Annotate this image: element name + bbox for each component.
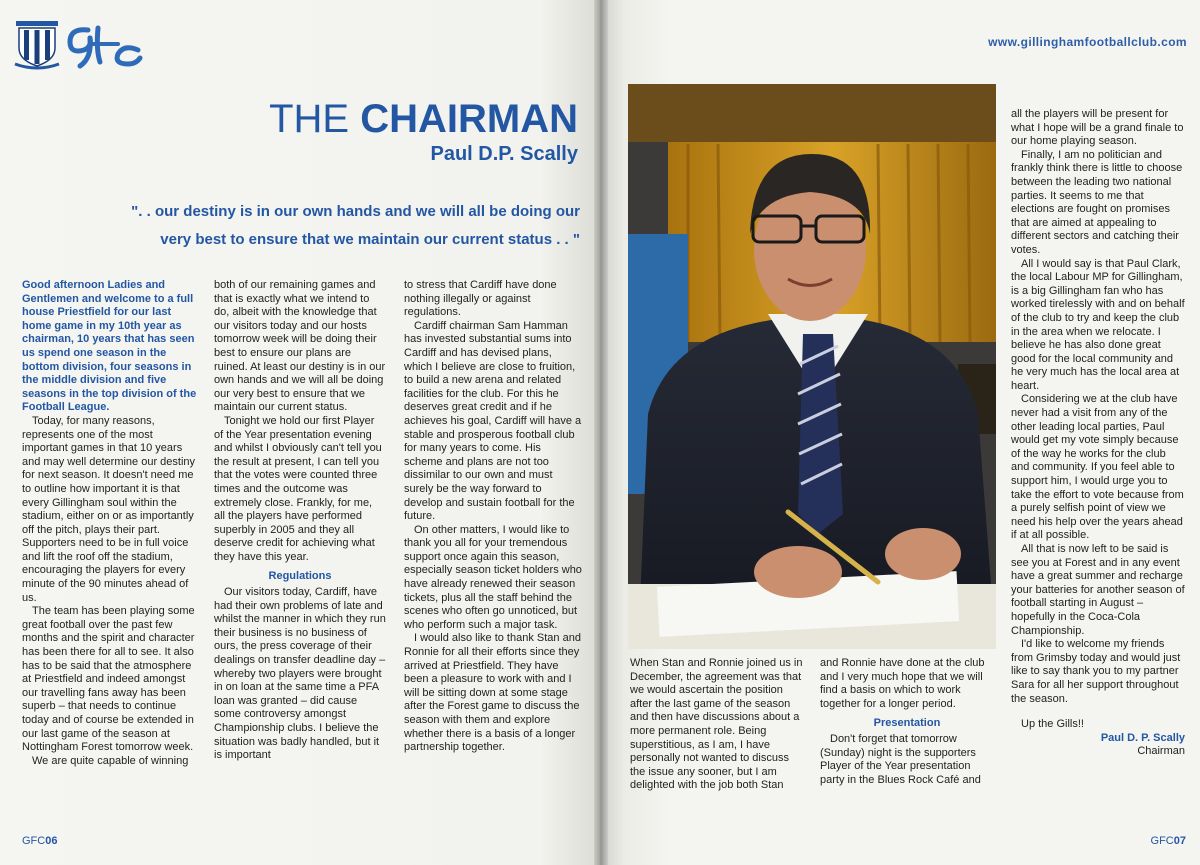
folio-number: 07 — [1173, 835, 1186, 847]
body-paragraph: We are quite capable of winning — [32, 754, 189, 767]
folio-number: 06 — [45, 835, 58, 847]
body-paragraph: When Stan and Ronnie joined us in December, the agreement was that we would ascertain the position after the last game of the season and then have discussions about a more permanent role. Being superstitious, as I am, I have personally not wanted to discuss the issue any sooner, but I am delighted with the job both Stan — [630, 657, 803, 792]
body-paragraph: All that is now left to be said is see you at Forest and in any event have a great summer and recharge your batteries for another season of football starting in August – hopefully in the Coca-Cola Championship. — [1011, 543, 1185, 637]
text-column-2 — [214, 279, 386, 763]
body-paragraph: On other matters, I would like to thank you all for your tremendous support once again this season, especially season ticket holders who have already renewed their season tickets, plus all the staff behind the scenes who often go unnoticed, but who perform such a major task. — [404, 523, 582, 631]
intro-paragraph: Good afternoon Ladies and Gentlemen and welcome to a full house Priestfield for our last home game in my 10th year as chairman, 10 years that has seen us spend one season in the bottom division, four seasons in the middle division and five seasons in the top division of the Football League. — [22, 279, 197, 414]
website-url[interactable]: www.gillinghamfootballclub.com — [988, 35, 1187, 49]
text-column-5 — [820, 657, 994, 787]
section-heading: Regulations — [268, 570, 332, 583]
page-gutter — [594, 0, 608, 865]
body-paragraph: The team has been playing some great football over the past few months and the spirit and character has been there for all to see. It also has to be said that the atmosphere at Priestfield and indeed amongst our travelling fans away has been superb – that needs to continue today and of course be extended in our last game of the season at Nottingham Forest tomorrow week. — [22, 605, 195, 754]
body-paragraph: All I would say is that Paul Clark, the local Labour MP for Gillingham, is a big Gillingham fan who has worked tirelessly with and on behalf of the club to try and keep the club in the area when we relocate. I believe he has also done great good for the local community and he very much has the local area at heart. — [1011, 257, 1185, 392]
title-main: CHAIRMAN — [360, 97, 578, 141]
text-column-1 — [22, 279, 198, 768]
club-crest-icon — [14, 20, 60, 70]
page-number-left — [22, 835, 57, 847]
body-paragraph: and Ronnie have done at the club and I very much hope that we will find a basis on which to work together for a longer period. — [820, 657, 985, 710]
body-paragraph: all the players will be present for what I hope will be a grand finale to our home playing season. — [1011, 108, 1184, 148]
body-paragraph: Today, for many reasons, represents one of the most important games in that 10 years and may well determine our destiny for next season. It doesn't need me to outline how important it is that every Gillingham soul within the stadium, either on or as importantly off the pitch, plays their part. Supporters need to be in full voice and lift the roof off the stadium, encouraging the players for every minute of the 90 minutes ahead of us. — [22, 414, 196, 604]
page-number-right — [1151, 835, 1186, 847]
signature-name: Paul D. P. Scally — [1100, 731, 1185, 744]
body-paragraph: both of our remaining games and that is exactly what we intend to do, albeit with the knowledge that our visitors today and our hosts tomorrow week will be doing their best to ensure our plans are ruined. At least our destiny is in our own hands and we will all be doing our very best to ensure that we maintain our current status. — [214, 279, 386, 414]
section-heading: Presentation — [873, 717, 941, 730]
body-paragraph: Finally, I am no politician and frankly think there is little to choose between the leading two national parties. It seems to me that elections are fought on promises that are aimed at appealing to different sectors and catching their votes. — [1011, 148, 1183, 256]
folio-prefix: GFC — [22, 835, 46, 847]
body-paragraph: Tonight we hold our first Player of the Year presentation evening and whilst I obviously can't tell you the result at present, I can tell you that the votes were counted three times and the outcome was extremely close. Frankly, for me, all the players have performed superbly in 2005 and they all deserve credit for achieving what they have this year. — [214, 414, 382, 563]
text-column-6 — [1011, 108, 1185, 759]
pull-quote-line-1: ". . our destiny is in our own hands and we will all be doing our — [131, 203, 580, 220]
body-paragraph: Don't forget that tomorrow (Sunday) night is the supporters Player of the Year presentation party in the Blues Rock Café and — [820, 732, 981, 786]
body-paragraph: I would also like to thank Stan and Ronnie for all their efforts since they arrived at Priestfield. They have been a pleasure to work with and I will be sitting down at some stage after the Forest game to discuss the season with them and explore whether there is a basis of a longer partnership together. — [404, 632, 581, 754]
article-title — [232, 98, 578, 140]
signature-title: Chairman — [1137, 745, 1185, 758]
body-paragraph: Considering we at the club have never had a visit from any of the other leading local parties, Paul would get my vote simply because of the way he works for the club and community. If you feel able to support him, I would urge you to take the effort to vote because from a purely selfish point of view we need his help over the years ahead if at all possible. — [1011, 393, 1184, 542]
title-prefix: THE — [269, 97, 350, 141]
article-byline: Paul D.P. Scally — [430, 143, 578, 165]
pull-quote-line-2: very best to ensure that we maintain our current status . . " — [160, 231, 580, 248]
body-paragraph: I'd like to welcome my friends from Grimsby today and would just like to say thank you to my partner Sara for all her support throughout the season. — [1011, 638, 1181, 705]
body-paragraph: to stress that Cardiff have done nothing illegally or against regulations. — [404, 279, 557, 319]
text-column-3 — [404, 279, 582, 755]
gfc-logo-icon — [62, 20, 144, 72]
text-column-4 — [630, 657, 804, 793]
chairman-photo — [628, 84, 996, 649]
body-paragraph: Our visitors today, Cardiff, have had their own problems of late and whilst the manner in which they run their business is no business of ours, the press coverage of their dealings on transfer deadline day – whereby two players were brought in on loan at the same time a PFA loan was granted – did cause some controversy amongst Championship clubs. I believe the situation was badly handled, but it is important — [214, 586, 386, 762]
pull-quote — [80, 198, 580, 254]
sign-off: Up the Gills!! — [1021, 718, 1084, 731]
folio-prefix: GFC — [1150, 835, 1174, 847]
body-paragraph: Cardiff chairman Sam Hamman has invested substantial sums into Cardiff and has devised plans, which I believe are close to fruition, to build a new arena and related facilities for the club. For this he deserves great credit and if he achieves his goal, Cardiff will have a stable and prosperous football club for many years to come. His scheme and plans are not too dissimilar to our own and must surely be the way forward to develop and sustain football for the future. — [404, 319, 582, 523]
